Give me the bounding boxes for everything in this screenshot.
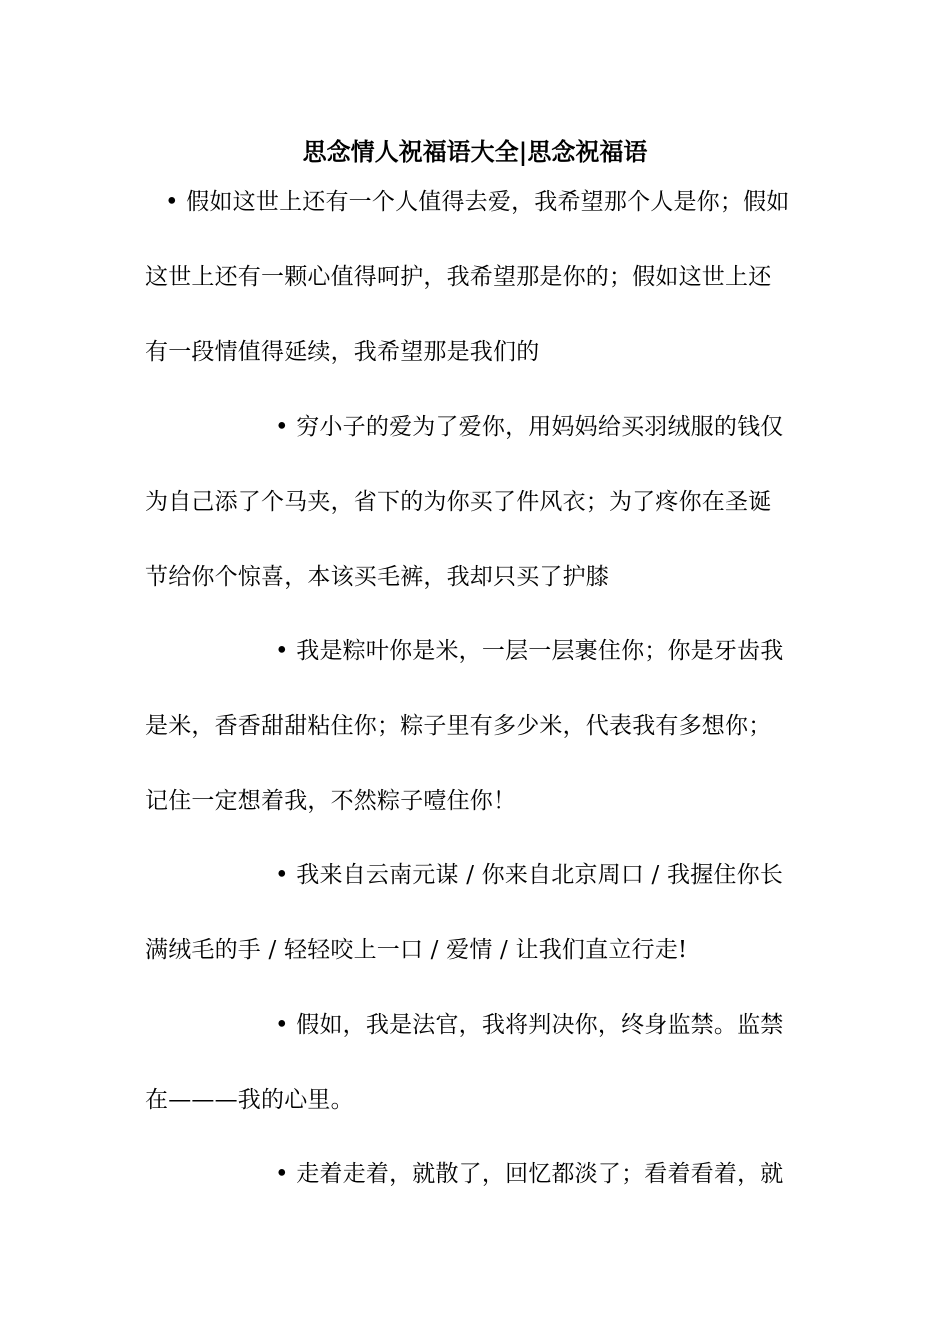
paragraph-1-line-1: • 假如这世上还有一个人值得去爱，我希望那个人是你；假如 <box>165 189 790 215</box>
paragraph-3-line-3: 记住一定想着我，不然粽子噎住你！ <box>145 788 517 814</box>
paragraph-5-line-2: 在———我的心里。 <box>145 1087 354 1113</box>
paragraph-5-line-1: • 假如，我是法官，我将判决你，终身监禁。监禁 <box>275 1012 784 1038</box>
paragraph-1-line-2: 这世上还有一颗心值得呵护，我希望那是你的；假如这世上还 <box>145 264 772 290</box>
document-title: 思念情人祝福语大全|思念祝福语 <box>302 137 648 166</box>
paragraph-6-line-1: • 走着走着，就散了，回忆都淡了；看着看着，就 <box>275 1161 784 1187</box>
paragraph-3-line-1: • 我是粽叶你是米，一层一层裹住你；你是牙齿我 <box>275 638 784 664</box>
paragraph-4-line-2: 满绒毛的手 / 轻轻咬上一口 / 爱情 / 让我们直立行走! <box>145 937 688 963</box>
paragraph-4-line-1: • 我来自云南元谋 / 你来自北京周口 / 我握住你长 <box>275 862 784 888</box>
paragraph-2-line-1: • 穷小子的爱为了爱你，用妈妈给买羽绒服的钱仅 <box>275 414 784 440</box>
paragraph-1-line-3: 有一段情值得延续，我希望那是我们的 <box>145 339 540 365</box>
paragraph-3-line-2: 是米，香香甜甜粘住你；粽子里有多少米，代表我有多想你； <box>145 713 772 739</box>
paragraph-2-line-2: 为自己添了个马夹，省下的为你买了件风衣；为了疼你在圣诞 <box>145 489 772 515</box>
paragraph-2-line-3: 节给你个惊喜，本该买毛裤，我却只买了护膝 <box>145 564 609 590</box>
